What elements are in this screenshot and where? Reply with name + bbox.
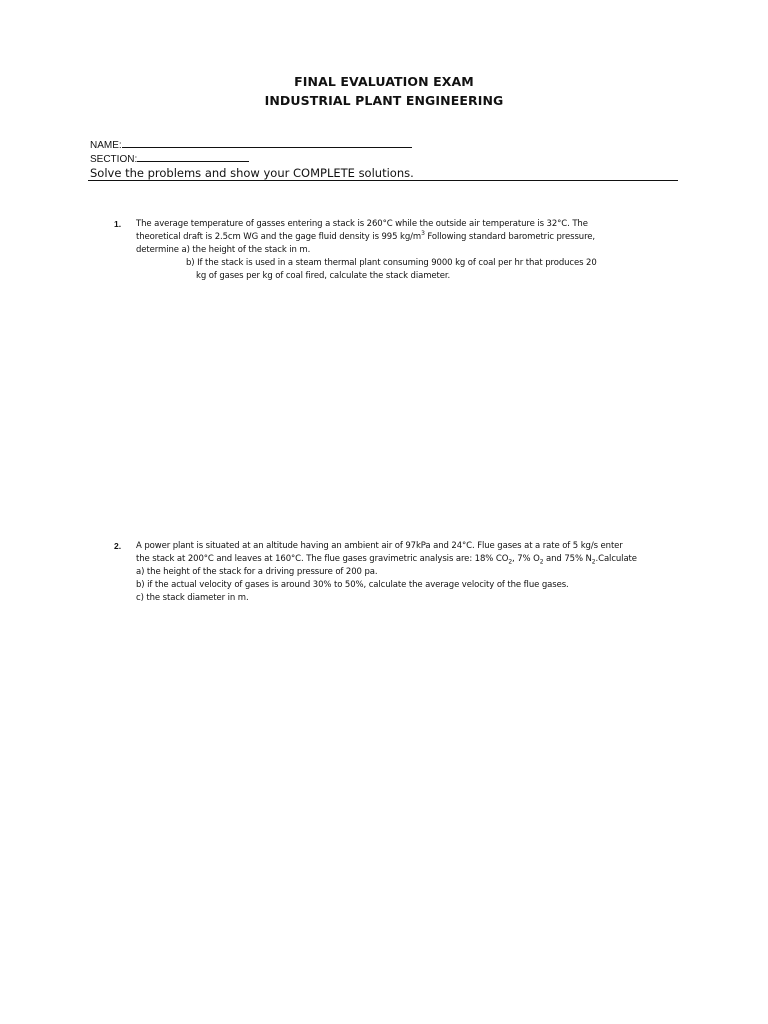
problem-1-line: determine a) the height of the stack in m.	[136, 245, 311, 255]
problem-2-line: A power plant is situated at an altitude having an ambient air of 97kPa and 24°C. Flue gases at a rate of 5 kg/s enter	[136, 541, 623, 551]
section-field[interactable]	[90, 152, 249, 165]
problem-1-line: theoretical draft is 2.5cm WG and the gage fluid density is 995 $kg/m^3$ Following standard barometric pressure,	[136, 230, 596, 242]
section-blank-line[interactable]	[137, 152, 249, 162]
section-label: SECTION:	[90, 154, 138, 165]
problem-2-line: a) the height of the stack for a driving pressure of 200 pa.	[136, 567, 378, 577]
problem-2-line: c) the stack diameter in m.	[136, 593, 249, 603]
instructions-divider	[88, 180, 678, 181]
problem-2-line: b) if the actual velocity of gases is around 30% to 50%, calculate the average velocity of the flue gases.	[136, 580, 569, 590]
problem-1-number: 1.	[114, 219, 122, 229]
problem-1-line: The average temperature of gasses entering a stack is 260°C while the outside air temperature is 32°C. The	[136, 219, 588, 229]
problem-2-number: 2.	[114, 541, 122, 551]
instructions-text: Solve the problems and show your COMPLETE solutions.	[90, 166, 414, 180]
name-label: NAME:	[90, 140, 122, 151]
exam-subtitle: INDUSTRIAL PLANT ENGINEERING	[264, 93, 504, 108]
problem-2-line: the stack at 200°C and leaves at 160°C. The flue gases gravimetric analysis are: 18% $CO_2$, 7% $O_2$ and 75% $N_2.Calculate$	[136, 554, 637, 566]
problem-1-line: b) If the stack is used in a steam thermal plant consuming 9000 kg of coal per hr that produces 20	[186, 258, 597, 268]
name-blank-line[interactable]	[122, 138, 412, 148]
name-field[interactable]	[90, 138, 412, 151]
exam-title: FINAL EVALUATION EXAM	[294, 74, 474, 89]
problem-1-line: kg of gases per kg of coal fired, calculate the stack diameter.	[196, 271, 451, 281]
